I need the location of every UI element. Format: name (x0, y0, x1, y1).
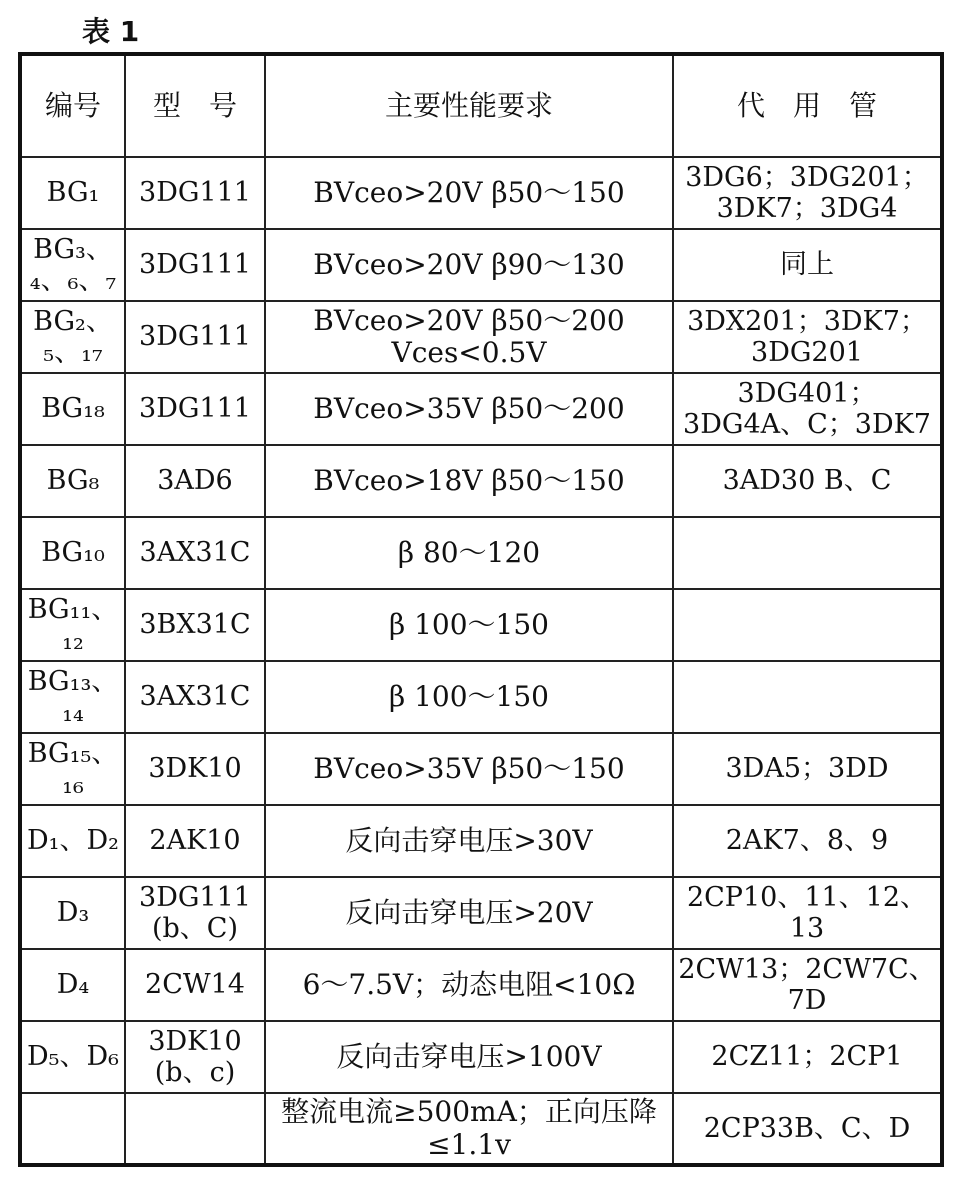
cell-model: 3DG111 (b、C) (125, 877, 265, 949)
cell-number: BG₁₈ (20, 373, 125, 445)
table-row (20, 661, 942, 733)
cell-substitute (673, 661, 942, 733)
col-header-requirements: 主要性能要求 (265, 54, 673, 157)
col-header-number: 编号 (20, 54, 125, 157)
cell-number: BG₂、₅、₁₇ (20, 301, 125, 373)
table-row (20, 1093, 942, 1165)
cell-requirements: BVceo>35V β50～200 (265, 373, 673, 445)
cell-requirements: 反向击穿电压>20V (265, 877, 673, 949)
cell-number: BG₁ (20, 157, 125, 229)
cell-substitute: 2CZ11；2CP1 (673, 1021, 942, 1093)
table-caption: 表 1 (82, 15, 140, 48)
cell-model (125, 1093, 265, 1165)
cell-substitute: 3DG6；3DG201；3DK7；3DG4 (673, 157, 942, 229)
table-row (20, 805, 942, 877)
cell-requirements: BVceo>20V β50～200 Vces<0.5V (265, 301, 673, 373)
cell-number: BG₁₀ (20, 517, 125, 589)
table-row (20, 301, 942, 373)
cell-model: 3AD6 (125, 445, 265, 517)
col-header-substitute: 代 用 管 (673, 54, 942, 157)
cell-substitute: 2CP33B、C、D (673, 1093, 942, 1165)
cell-substitute: 2CP10、11、12、13 (673, 877, 942, 949)
cell-model: 3AX31C (125, 661, 265, 733)
table-row (20, 229, 942, 301)
cell-number: D₄ (20, 949, 125, 1021)
cell-number: BG₈ (20, 445, 125, 517)
cell-model: 3DK10 (125, 733, 265, 805)
cell-model: 3AX31C (125, 517, 265, 589)
cell-requirements: β 100～150 (265, 589, 673, 661)
table-row (20, 877, 942, 949)
cell-model: 3DG111 (125, 229, 265, 301)
cell-requirements: β 80～120 (265, 517, 673, 589)
table-row (20, 445, 942, 517)
cell-substitute: 同上 (673, 229, 942, 301)
cell-requirements: 反向击穿电压>30V (265, 805, 673, 877)
table-row (20, 589, 942, 661)
cell-substitute: 2CW13；2CW7C、7D (673, 949, 942, 1021)
cell-substitute: 2AK7、8、9 (673, 805, 942, 877)
table-row (20, 949, 942, 1021)
table-row (20, 1021, 942, 1093)
cell-substitute: 3DX201；3DK7；3DG201 (673, 301, 942, 373)
cell-number: D₃ (20, 877, 125, 949)
cell-requirements: β 100～150 (265, 661, 673, 733)
cell-number: D₅、D₆ (20, 1021, 125, 1093)
component-spec-table (18, 52, 944, 1167)
cell-model: 2AK10 (125, 805, 265, 877)
cell-number: BG₁₁、₁₂ (20, 589, 125, 661)
cell-substitute: 3DG401；3DG4A、C；3DK7 (673, 373, 942, 445)
cell-substitute: 3DA5；3DD (673, 733, 942, 805)
cell-number (20, 1093, 125, 1165)
header-row (20, 54, 942, 157)
cell-substitute (673, 517, 942, 589)
table-row (20, 733, 942, 805)
cell-substitute: 3AD30 B、C (673, 445, 942, 517)
cell-requirements: BVceo>20V β50～150 (265, 157, 673, 229)
col-header-model: 型 号 (125, 54, 265, 157)
cell-requirements: 6～7.5V；动态电阻<10Ω (265, 949, 673, 1021)
cell-model: 2CW14 (125, 949, 265, 1021)
cell-model: 3DG111 (125, 157, 265, 229)
cell-number: BG₃、₄、₆、₇ (20, 229, 125, 301)
cell-model: 3BX31C (125, 589, 265, 661)
cell-model: 3DG111 (125, 373, 265, 445)
cell-substitute (673, 589, 942, 661)
cell-model: 3DG111 (125, 301, 265, 373)
cell-requirements: BVceo>20V β90～130 (265, 229, 673, 301)
cell-model: 3DK10 (b、c) (125, 1021, 265, 1093)
cell-requirements: 反向击穿电压>100V (265, 1021, 673, 1093)
cell-requirements: BVceo>35V β50～150 (265, 733, 673, 805)
table-row (20, 517, 942, 589)
table-row (20, 157, 942, 229)
cell-number: BG₁₅、₁₆ (20, 733, 125, 805)
cell-number: D₁、D₂ (20, 805, 125, 877)
cell-number: BG₁₃、₁₄ (20, 661, 125, 733)
cell-requirements: 整流电流≥500mA；正向压降≤1.1v (265, 1093, 673, 1165)
cell-requirements: BVceo>18V β50～150 (265, 445, 673, 517)
table-row (20, 373, 942, 445)
